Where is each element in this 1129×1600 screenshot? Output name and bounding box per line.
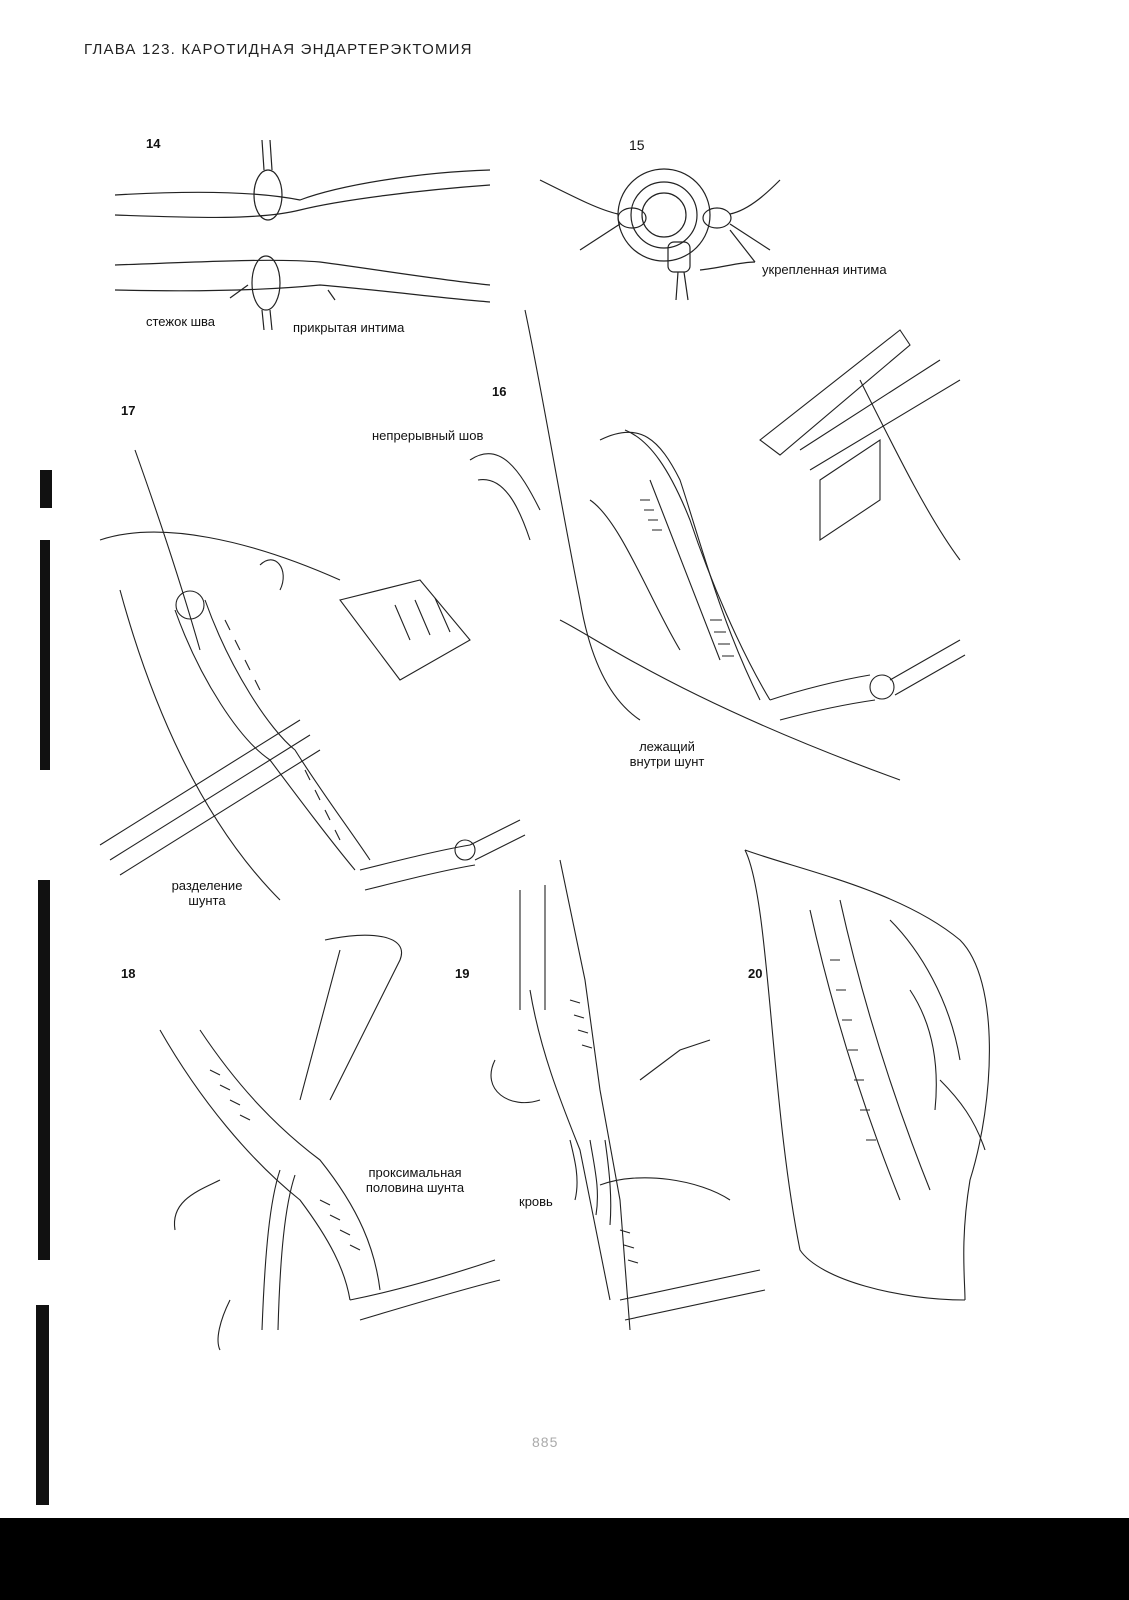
- scan-edge-mark: [38, 880, 50, 1260]
- figure-15-drawing: [540, 169, 780, 300]
- scan-edge-mark: [36, 1305, 49, 1505]
- scan-edge-mark: [40, 470, 52, 508]
- figure-19-drawing: [491, 860, 765, 1330]
- figure-19-number: 19: [455, 966, 470, 981]
- figure-17-drawing: [100, 450, 525, 900]
- figure-18-number: 18: [121, 966, 136, 981]
- figure-14-stitch-label: стежок шва: [146, 314, 216, 329]
- figure-16-number: 16: [492, 384, 507, 399]
- figure-16-shunt-inside-label: лежащий внутри шунт: [629, 739, 705, 769]
- figure-14-drawing: [115, 140, 490, 330]
- figure-18-proximal-half-label: проксимальная половина шунта: [365, 1165, 465, 1195]
- figure-18-drawing: [160, 935, 500, 1350]
- figure-20-drawing: [745, 850, 989, 1300]
- figure-15-number: 15: [629, 137, 645, 153]
- page-number: 885: [532, 1434, 559, 1450]
- figure-14-number: 14: [146, 136, 161, 151]
- scan-bottom-bar: [0, 1518, 1129, 1600]
- figure-16-continuous-suture-label: непрерывный шов: [372, 428, 484, 443]
- figure-19-blood-label: кровь: [519, 1194, 553, 1209]
- figure-20-number: 20: [748, 966, 763, 981]
- chapter-header: ГЛАВА 123. КАРОТИДНАЯ ЭНДАРТЕРЭКТОМИЯ: [84, 41, 473, 58]
- figure-17-number: 17: [121, 403, 136, 418]
- figure-17-shunt-division-label: разделение шунта: [171, 878, 243, 908]
- figure-14-covered-intima-label: прикрытая интима: [293, 320, 405, 335]
- figure-16-drawing: [470, 310, 965, 780]
- scan-edge-mark: [40, 540, 50, 770]
- figure-15-reinforced-intima-label: укрепленная интима: [762, 262, 887, 277]
